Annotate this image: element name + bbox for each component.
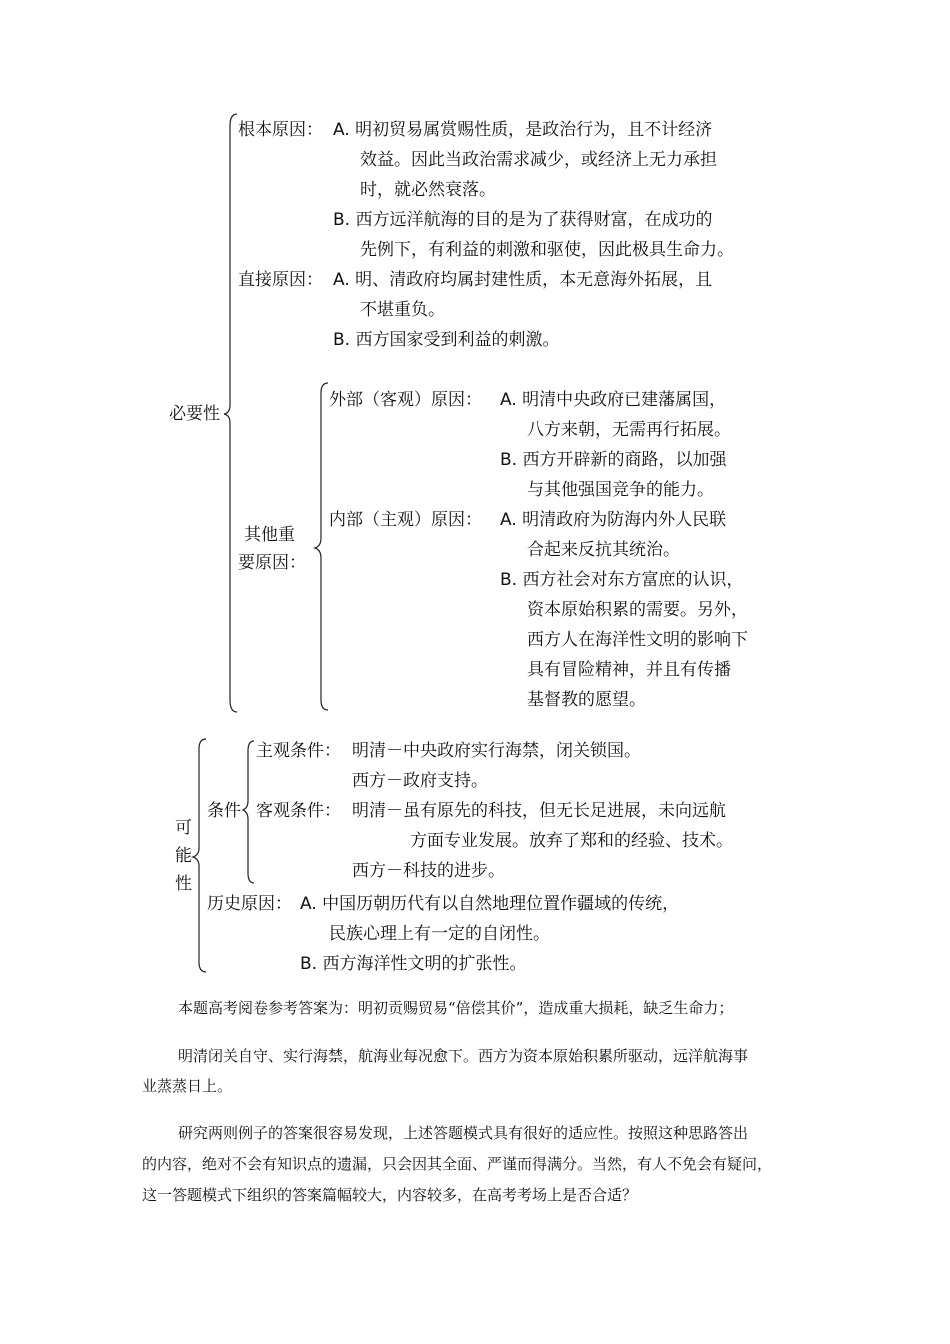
conditions-brace [243,741,254,883]
necessity-label: 必要性 [169,404,220,424]
root-cause-a-line2: 效益。因此当政治需求减少，或经济上无力承担 [360,150,717,170]
direct-cause-a-line2: 不堪重负。 [360,300,445,320]
external-cause-a-line2: 八方来朝，无需再行拓展。 [527,420,731,440]
history-cause-b-line1: B. 西方海洋性文明的扩张性。 [300,954,527,974]
objective-condition-line3: 西方－科技的进步。 [352,861,505,881]
paragraph-analysis-line2: 的内容，绝对不会有知识点的遗漏，只会因其全面、严谨而得满分。当然，有人不免会有疑问， [142,1155,773,1173]
history-cause-label: 历史原因： [207,894,292,914]
external-cause-b-line2: 与其他强国竞争的能力。 [527,480,714,500]
other-causes-brace [315,383,328,710]
paragraph-analysis-line1: 研究两则例子的答案很容易发现，上述答题模式具有很好的适应性。按照这种思路答出 [178,1124,749,1142]
objective-condition-line2: 方面专业发展。放弃了郑和的经验、技术。 [410,831,733,851]
external-cause-b-line1: B. 西方开辟新的商路，以加强 [500,450,727,470]
possibility-label-line2: 能 [175,846,192,866]
direct-cause-b-line1: B. 西方国家受到利益的刺激。 [333,330,560,350]
subjective-condition-line1: 明清－中央政府实行海禁，闭关锁国。 [352,741,641,761]
direct-cause-label: 直接原因： [238,270,323,290]
internal-cause-b-line1: B. 西方社会对东方富庶的认识， [500,570,744,590]
other-causes-label-line1: 其他重 [244,525,295,545]
paragraph-answer-line3: 业蒸蒸日上。 [142,1077,233,1095]
paragraph-answer-line2: 明清闭关自守、实行海禁，航海业每况愈下。西方为资本原始积累所驱动，远洋航海事 [178,1047,749,1065]
root-cause-b-line1: B. 西方远洋航海的目的是为了获得财富，在成功的 [333,210,713,230]
internal-cause-b-line2: 资本原始积累的需要。另外， [527,600,748,620]
possibility-brace [193,739,206,972]
root-cause-a-line1: A. 明初贸易属赏赐性质，是政治行为，且不计经济 [333,120,713,140]
history-cause-a-line1: A. 中国历朝历代有以自然地理位置作疆域的传统， [300,894,680,914]
necessity-brace [224,114,237,712]
other-causes-label-line2: 要原因： [238,553,306,573]
subjective-condition-label: 主观条件： [256,741,341,761]
internal-cause-b-line4: 具有冒险精神，并且有传播 [527,660,731,680]
root-cause-a-line3: 时，就必然衰落。 [360,180,496,200]
possibility-label-line1: 可 [175,818,192,838]
objective-condition-label: 客观条件： [256,801,341,821]
root-cause-b-line2: 先例下，有利益的刺激和驱使，因此极具生命力。 [360,240,734,260]
external-cause-label: 外部（客观）原因： [329,390,482,410]
external-cause-a-line1: A. 明清中央政府已建藩属国， [500,390,727,410]
root-cause-label: 根本原因： [238,120,323,140]
internal-cause-b-line5: 基督教的愿望。 [527,690,646,710]
internal-cause-label: 内部（主观）原因： [329,510,482,530]
history-cause-a-line2: 民族心理上有一定的自闭性。 [329,924,550,944]
objective-condition-line1: 明清－虽有原先的科技，但无长足进展，未向远航 [352,801,726,821]
internal-cause-b-line3: 西方人在海洋性文明的影响下 [527,630,748,650]
direct-cause-a-line1: A. 明、清政府均属封建性质，本无意海外拓展，且 [333,270,713,290]
internal-cause-a-line2: 合起来反抗其统治。 [527,540,680,560]
paragraph-analysis-line3: 这一答题模式下组织的答案篇幅较大，内容较多，在高考考场上是否合适？ [142,1186,638,1204]
possibility-label-line3: 性 [175,874,192,894]
internal-cause-a-line1: A. 明清政府为防海内外人民联 [500,510,727,530]
paragraph-answer-line1: 本题高考阅卷参考答案为：明初贡赐贸易“倍偿其价”，造成重大损耗，缺乏生命力； [178,999,734,1017]
subjective-condition-line2: 西方－政府支持。 [352,771,488,791]
conditions-label: 条件 [207,801,241,821]
